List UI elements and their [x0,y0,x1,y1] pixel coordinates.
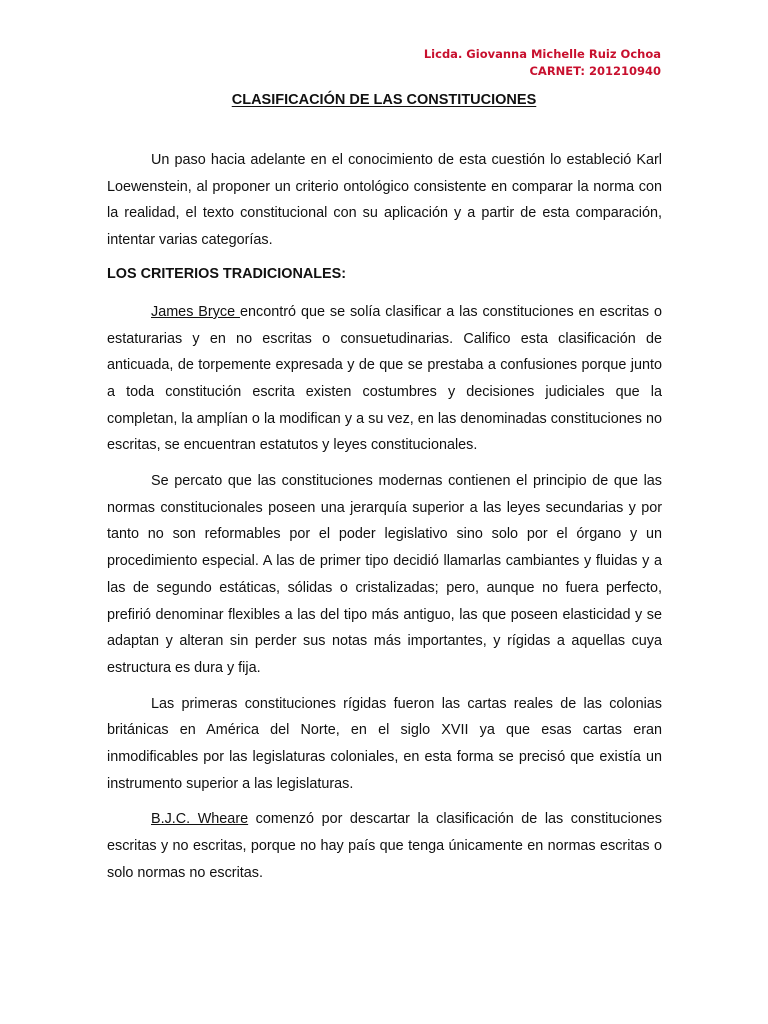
document-title [0,92,768,108]
bryce-paragraph [107,299,662,459]
bryce-name: James Bryce [151,303,241,320]
author-name: Licda. Giovanna Michelle Ruiz Ochoa [423,47,661,61]
bryce-text: encontró que se solía clasificar a las constituciones en escritas o estaturarias y en no escritas o consuetudinarias. Califico esta clasificación de anticuada, de torpemente expresada y de que se prestaba a confusiones porque junto a toda constitución escrita existen costumbres y decisiones judiciales que la completan, la amplían o la modifican y a su vez, en las denominadas constituciones no escritas, se encuentran estatutos y leyes constitucionales. [107,303,662,454]
wheare-name: B.J.C. Wheare [151,811,249,828]
document-body [107,147,662,896]
title-text: CLASIFICACIÓN DE LAS CONSTITUCIONES [231,92,537,108]
rigid-paragraph: Las primeras constituciones rígidas fueron las cartas reales de las colonias británicas en América del Norte, en el siglo XVII ya que esas cartas eran inmodificables por las legislaturas coloniales, en esta forma se precisó que existía un instrumento superior a las legislaturas. [107,695,662,792]
wheare-paragraph [107,806,662,886]
moderns-paragraph: Se percato que las constituciones modernas contienen el principio de que las normas constitucionales poseen una jerarquía superior a las leyes secundarias y por tanto no son reformables por el poder legislativo sino solo por el órgano y un procedimiento especial. A las de primer tipo decidió llamarlas cambiantes y fluidas y a las de segundo estáticas, sólidas o cristalizadas; pero, aunque no fuera perfecto, prefirió denominar flexibles a las del tipo más antiguo, las que poseen elasticidad y se adaptan y alteran sin perder sus notas más importantes, y rígidas a aquellas cuya estructura es dura y fija. [107,473,662,676]
intro-paragraph: Un paso hacia adelante en el conocimiento de esta cuestión lo estableció Karl Loewenstein, al proponer un criterio ontológico consistente en comparar la norma con la realidad, el texto constitucional con su aplicación y a partir de esta comparación, intentar varias categorías. [107,152,662,249]
author-header [424,46,661,80]
carnet-number: CARNET: 201210940 [529,64,661,78]
wheare-text: comenzó por descartar la clasificación de las constituciones escritas y no escritas, porque no hay país que tenga únicamente en normas escritas o solo normas no escritas. [107,811,662,881]
section-heading: LOS CRITERIOS TRADICIONALES: [107,265,347,282]
